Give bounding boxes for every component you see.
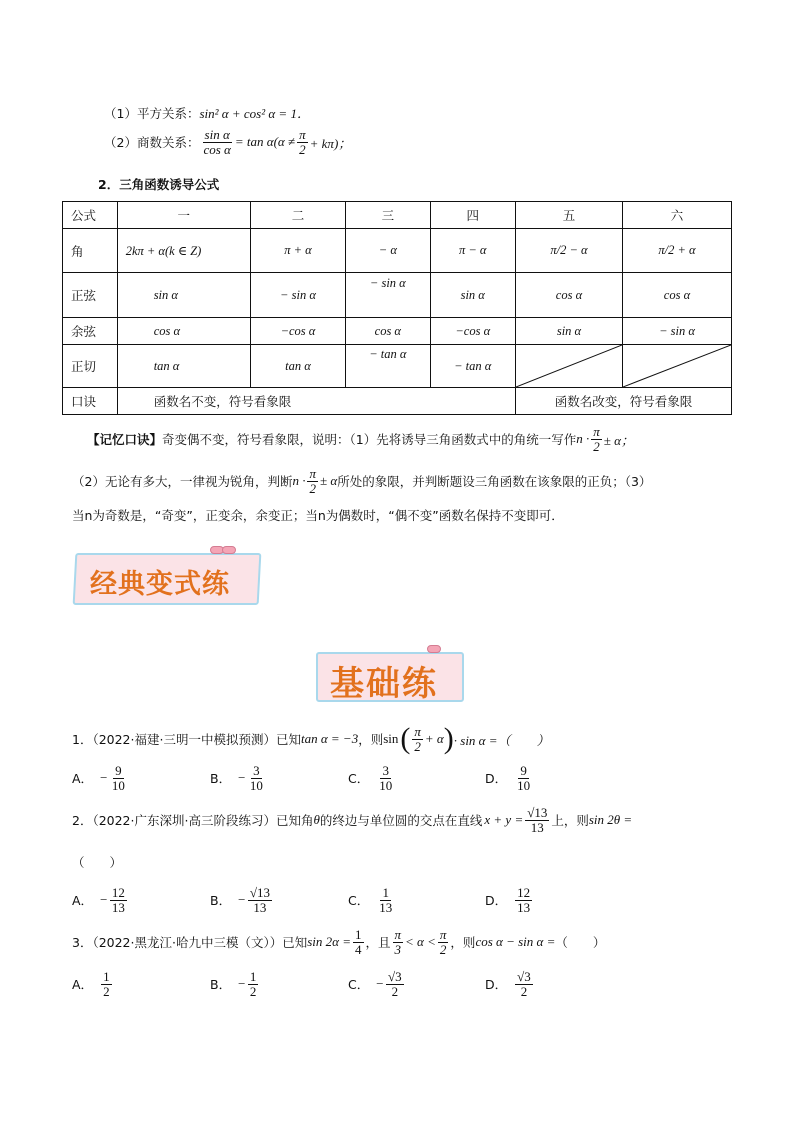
induction-formula-table: [62, 201, 732, 415]
q1-option-b[interactable]: B． − $\frac{3}{10}$: [210, 763, 263, 793]
row-label: 角: [63, 229, 118, 273]
q2-option-a[interactable]: A． − $\frac{12}{13}$: [72, 885, 125, 915]
mnemonic-right: 函数名改变，符号看象限: [515, 388, 731, 415]
diagonal-slash: [516, 345, 622, 387]
mnemonic-left: 函数名不变，符号看象限: [117, 388, 515, 415]
table-cell: − sin α: [250, 273, 345, 318]
table-row-sine: [63, 273, 732, 318]
table-cell: − tan α: [430, 345, 515, 388]
table-cell: sin α: [515, 318, 622, 345]
table-cell: −cos α: [430, 318, 515, 345]
section-title-induction: 2．三角函数诱导公式: [98, 177, 220, 192]
q3-option-c[interactable]: C． − $\frac{√3}{2}$: [348, 969, 402, 999]
clip-icon: [427, 645, 441, 653]
question-2-paren: （ ）: [72, 855, 123, 870]
memory-line-1: 【记忆口诀】 奇变偶不变，符号看象限，说明：（1）先将诱导三角函数式中的角统一写作 n · $\frac{\pi}{2}$ ± α；: [87, 424, 634, 454]
table-header-cell: 公式: [63, 202, 118, 229]
table-cell: cos α: [622, 273, 731, 318]
table-row-angle: [63, 229, 732, 273]
table-header-cell: 四: [430, 202, 515, 229]
table-cell: − sin α: [622, 318, 731, 345]
question-3-stem: 3．（2022·黑龙江·哈九中三模（文））已知 sin 2α = $\frac{1}{4}$ ，且 $\frac{\pi}{3}$ < α < $\frac{\pi}{2}$ ，则 cos α − sin α = （ ）: [72, 927, 606, 957]
q2-option-d[interactable]: D． $\frac{12}{13}$: [485, 885, 531, 915]
table-cell: sin α: [117, 273, 250, 318]
q2-option-c[interactable]: C． $\frac{1}{13}$: [348, 885, 393, 915]
table-cell: tan α: [250, 345, 345, 388]
table-row-tangent: [63, 345, 732, 388]
table-cell: tan α: [117, 345, 250, 388]
row-label: 口诀: [63, 388, 118, 415]
table-cell: π + α: [250, 229, 345, 273]
clip-icon: [222, 546, 236, 554]
diagonal-slash: [623, 345, 731, 387]
table-cell-empty: [515, 345, 622, 388]
question-1-stem: 1．（2022·福建·三明一中模拟预测）已知 tan α = −3 ，则 sin ( $\frac{\pi}{2}$ + α ) · sin α =（ ）: [72, 722, 550, 755]
q1-option-a[interactable]: A． − $\frac{9}{10}$: [72, 763, 125, 793]
table-header-cell: 六: [622, 202, 731, 229]
q3-option-a[interactable]: A． $\frac{1}{2}$: [72, 969, 110, 999]
relation-quotient: （2）商数关系： $\frac{\text{sin α}}{\text{cos α}}$ = tan α(α ≠ $\frac{\pi}{2}$ + kπ)；: [104, 127, 352, 157]
table-cell: cos α: [117, 318, 250, 345]
q1-option-d[interactable]: D． $\frac{9}{10}$: [485, 763, 531, 793]
table-cell: π − α: [430, 229, 515, 273]
table-header-row: [63, 202, 732, 229]
row-label: 正弦: [63, 273, 118, 318]
banner-basic-title: 基础练: [330, 664, 438, 704]
table-header-cell: 五: [515, 202, 622, 229]
table-cell: − tan α: [346, 345, 430, 388]
table-cell: − sin α: [346, 273, 430, 318]
table-cell: π/2 + α: [622, 229, 731, 273]
table-header-cell: 三: [346, 202, 430, 229]
q3-option-d[interactable]: D． $\frac{√3}{2}$: [485, 969, 531, 999]
table-cell: π/2 − α: [515, 229, 622, 273]
question-2-stem: 2．（2022·广东深圳·高三阶段练习）已知角 θ 的终边与单位圆的交点在直线 x + y = $\frac{√13}{13}$ 上，则 sin 2θ =: [72, 805, 633, 835]
table-cell-empty: [622, 345, 731, 388]
row-label: 正切: [63, 345, 118, 388]
quotient-fraction: $\frac{\text{sin α}}{\text{cos α}}$: [203, 127, 231, 157]
memory-line-2: （2）无论有多大，一律视为锐角，判断 n · $\frac{\pi}{2}$ ± α 所处的象限，并判断题设三角函数在该象限的正负；（3）: [72, 466, 652, 496]
table-header-cell: 二: [250, 202, 345, 229]
table-cell: − α: [346, 229, 430, 273]
banner-classic-title: 经典变式练: [90, 569, 230, 600]
table-cell: −cos α: [250, 318, 345, 345]
table-cell: sin α: [430, 273, 515, 318]
table-row-mnemonic: [63, 388, 732, 415]
table-cell: cos α: [346, 318, 430, 345]
q2-option-b[interactable]: B． − $\frac{√13}{13}$: [210, 885, 270, 915]
table-row-cosine: [63, 318, 732, 345]
memory-line-3: 当n为奇数是，“奇变”，正变余，余变正；当n为偶数时，“偶不变”函数名保持不变即可．: [72, 508, 564, 523]
table-cell: cos α: [515, 273, 622, 318]
row-label: 余弦: [63, 318, 118, 345]
table-header-cell: 一: [117, 202, 250, 229]
relation-square: （1）平方关系：sin² α + cos² α = 1．: [104, 106, 310, 121]
table-cell: 2kπ + α(k ∈ Z): [117, 229, 250, 273]
q3-option-b[interactable]: B． − $\frac{1}{2}$: [210, 969, 257, 999]
q1-option-c[interactable]: C． $\frac{3}{10}$: [348, 763, 393, 793]
